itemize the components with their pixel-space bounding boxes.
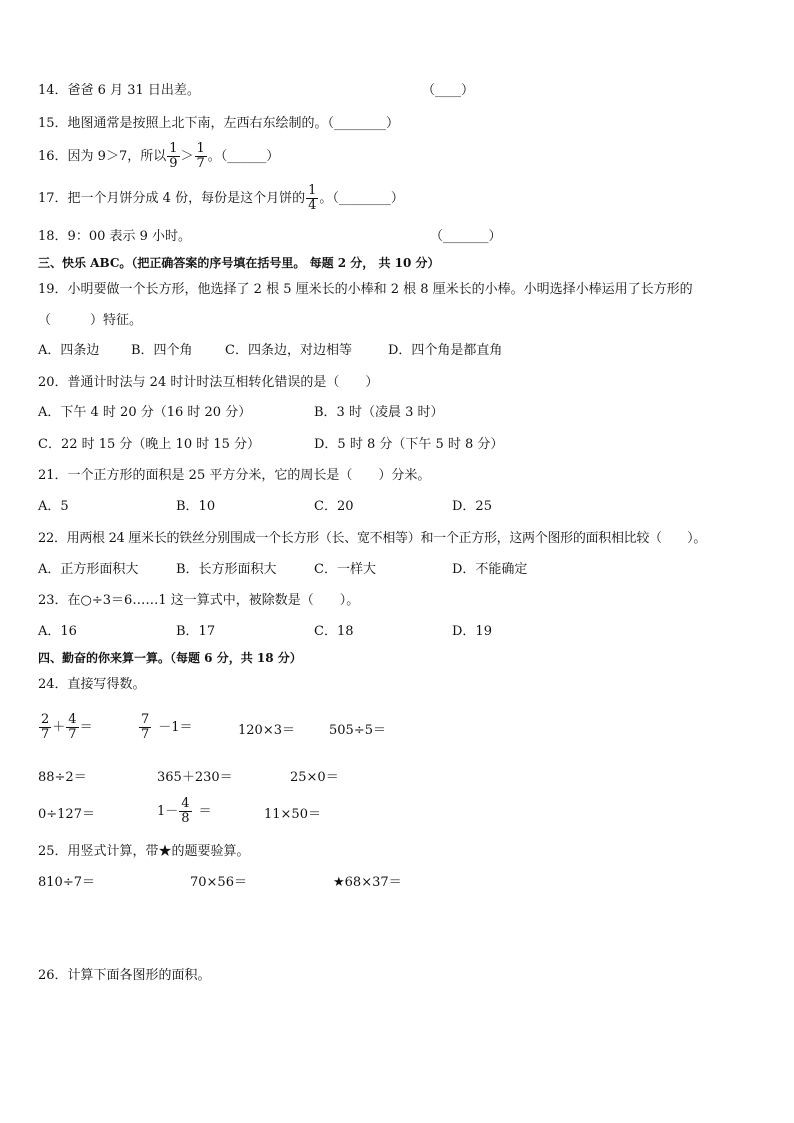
equals-sign: ＝ xyxy=(79,720,93,735)
q23-option-b[interactable]: B．17 xyxy=(176,624,216,639)
q25-expr-1: 810÷7＝ xyxy=(38,875,95,890)
q24-e2-fraction: $\frac{7}{7}$ xyxy=(141,712,150,742)
q17-fraction: $\frac{1}{4}$ xyxy=(308,183,317,213)
question-16 xyxy=(38,142,279,171)
q22-option-c[interactable]: C．一样大 xyxy=(314,562,376,577)
section-4-heading: 四、勤奋的你来算一算。（每题 6 分，共 18 分） xyxy=(38,651,302,665)
q23-option-a[interactable]: A．16 xyxy=(38,624,77,639)
question-24: 24．直接写得数。 xyxy=(38,677,146,692)
question-23: 23．在○÷3＝6……1 这一算式中，被除数是（ ）。 xyxy=(38,593,360,608)
question-19-line2: （ ）特征。 xyxy=(38,313,143,328)
q21-option-d[interactable]: D．25 xyxy=(452,499,492,514)
q24-expr-5: 88÷2＝ xyxy=(38,770,87,785)
q24-e9-fraction: $\frac{4}{8}$ xyxy=(181,796,190,826)
section-3-heading: 三、快乐 ABC。（把正确答案的序号填在括号里。 每题 2 分， 共 10 分） xyxy=(38,256,440,270)
q24-expr-3: 120×3＝ xyxy=(238,723,295,738)
q20-option-d[interactable]: D．5 时 8 分（下午 5 时 8 分） xyxy=(314,437,504,452)
q21-option-a[interactable]: A．5 xyxy=(38,499,69,514)
q24-e1-fraction-a: $\frac{2}{7}$ xyxy=(41,712,50,742)
plus-sign: ＋ xyxy=(52,720,66,735)
q20-option-c[interactable]: C．22 时 15 分（晚上 10 时 15 分） xyxy=(38,437,261,452)
q24-e9-pre: 1－ xyxy=(157,804,179,819)
q24-expr-6: 365＋230＝ xyxy=(157,770,233,785)
q23-option-d[interactable]: D．19 xyxy=(452,624,492,639)
question-22: 22．用两根 24 厘米长的铁丝分别围成一个长方形（长、宽不相等）和一个正方形，这两个图形的面积相比较（ ）。 xyxy=(38,531,707,546)
q22-option-b[interactable]: B．长方形面积大 xyxy=(176,562,277,577)
q19-option-c[interactable]: C．四条边，对边相等 xyxy=(225,343,352,358)
q18-answer-blank[interactable]: （_______） xyxy=(430,229,502,244)
q17-post: 。（________） xyxy=(319,191,404,206)
question-26: 26．计算下面各图形的面积。 xyxy=(38,968,211,983)
q16-fraction-2: $\frac{1}{7}$ xyxy=(196,141,205,171)
q24-expr-9 xyxy=(157,797,212,826)
q25-expr-2: 70×56＝ xyxy=(190,875,247,890)
q19-option-d[interactable]: D．四个角是都直角 xyxy=(388,343,503,358)
question-18: 18．9：00 表示 9 小时。 xyxy=(38,229,192,244)
q19-option-b[interactable]: B．四个角 xyxy=(131,343,193,358)
q24-expr-2 xyxy=(138,713,193,742)
question-21: 21．一个正方形的面积是 25 平方分米，它的周长是（ ）分米。 xyxy=(38,468,431,483)
question-17 xyxy=(38,184,404,213)
question-20: 20．普通计时法与 24 时计时法互相转化错误的是（ ） xyxy=(38,375,379,390)
q24-expr-10: 11×50＝ xyxy=(264,807,321,822)
question-14 xyxy=(38,82,200,100)
q20-option-b[interactable]: B．3 时（凌晨 3 时） xyxy=(314,405,444,420)
q17-pre: 17．把一个月饼分成 4 份，每份是这个月饼的 xyxy=(38,191,306,206)
question-19-line1: 19．小明要做一个长方形，他选择了 2 根 5 厘米长的小棒和 2 根 8 厘米长的小棒。小明选择小棒运用了长方形的 xyxy=(38,282,693,297)
q24-expr-4: 505÷5＝ xyxy=(329,723,386,738)
q24-e1-fraction-b: $\frac{4}{7}$ xyxy=(68,712,77,742)
question-25: 25．用竖式计算，带★的题要验算。 xyxy=(38,844,250,859)
q24-e2-rest: －1＝ xyxy=(158,720,193,735)
q24-expr-1 xyxy=(38,713,93,742)
q21-option-b[interactable]: B．10 xyxy=(176,499,216,514)
q14-answer-blank[interactable]: （____） xyxy=(422,83,475,98)
q16-gt: ＞ xyxy=(180,149,194,164)
q16-fraction-1: $\frac{1}{9}$ xyxy=(169,141,178,171)
q14-text: 14．爸爸 6 月 31 日出差。 xyxy=(38,83,200,98)
q23-option-c[interactable]: C．18 xyxy=(314,624,354,639)
q20-option-a[interactable]: A．下午 4 时 20 分（16 时 20 分） xyxy=(38,405,252,420)
q25-expr-3: ★68×37＝ xyxy=(333,875,402,890)
q21-option-c[interactable]: C．20 xyxy=(314,499,354,514)
q19-option-a[interactable]: A．四条边 xyxy=(38,343,100,358)
q24-expr-8: 0÷127＝ xyxy=(38,807,95,822)
q22-option-a[interactable]: A．正方形面积大 xyxy=(38,562,139,577)
q22-option-d[interactable]: D．不能确定 xyxy=(452,562,528,577)
q24-expr-7: 25×0＝ xyxy=(290,770,339,785)
q16-post: 。（______） xyxy=(207,149,280,164)
q16-pre: 16．因为 9＞7，所以 xyxy=(38,149,167,164)
equals-sign: ＝ xyxy=(198,804,212,819)
question-15: 15．地图通常是按照上北下南，左西右东绘制的。（________） xyxy=(38,116,400,131)
